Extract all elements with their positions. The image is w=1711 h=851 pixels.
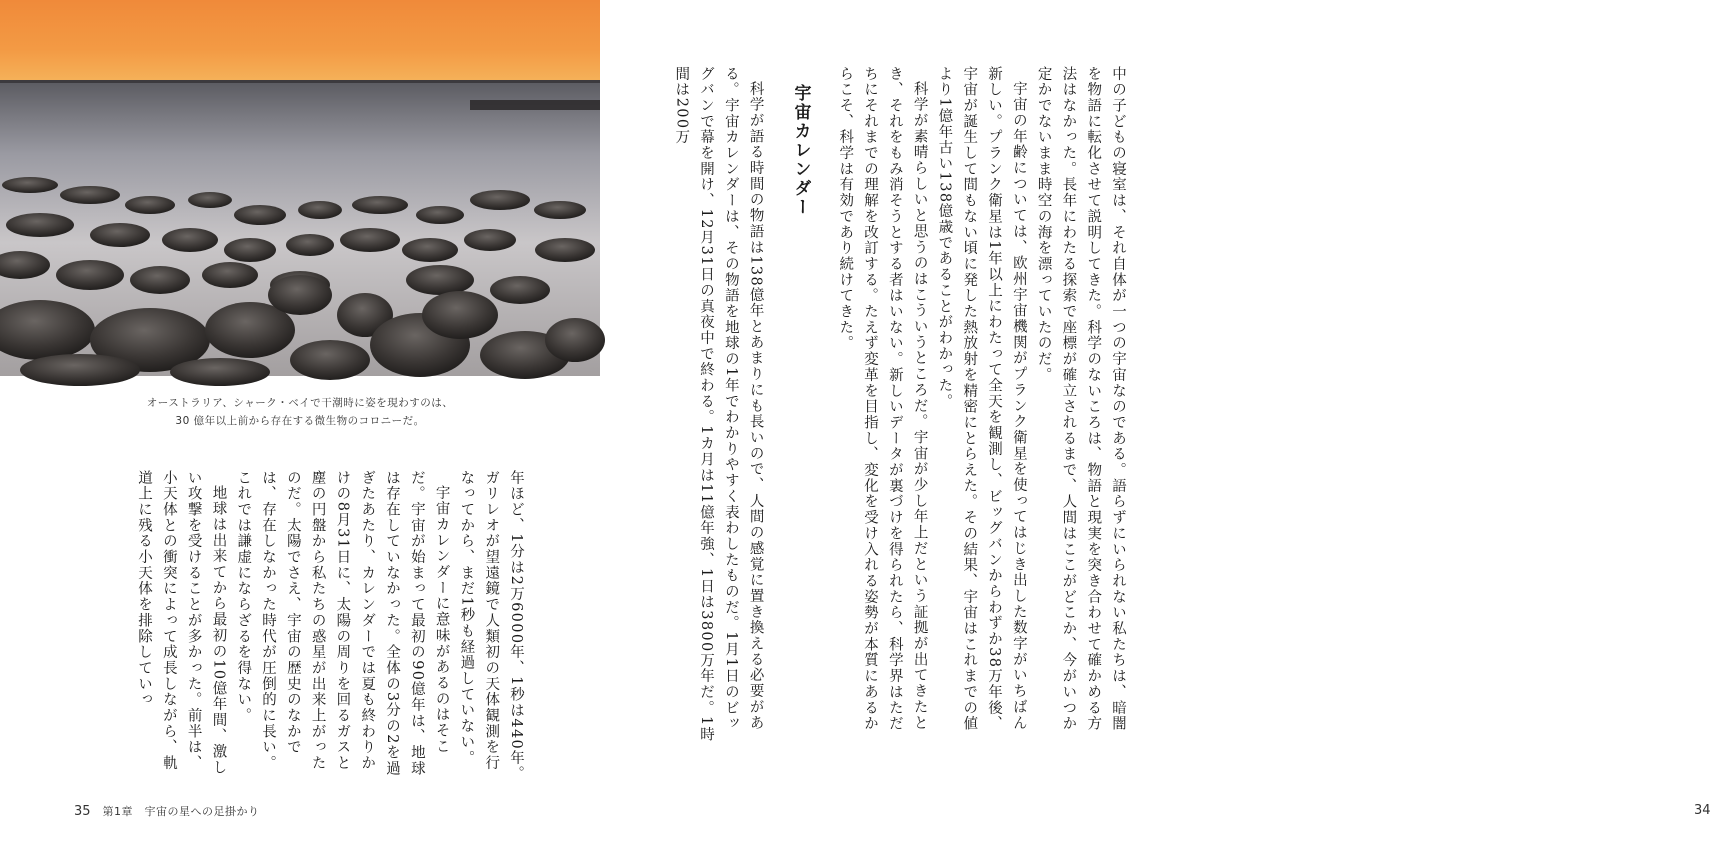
right-paragraph-2: 宇宙の年齢については、欧州宇宙機関がプランク衛星を使ってはじき出した数字がいちばん新しい。プランク衛星は1年以上にわたって全天を観測し、ビッグバンからわずか38万年後、宇宙が誕生して間もない頃に発した熱放射を精密にとらえた。その結果、宇宙はこれまでの値より1億年古い138億歳であることがわかった。 (936, 66, 1027, 732)
running-head: 第1章 宇宙の星への足掛かり (102, 805, 260, 818)
left-page (0, 0, 600, 851)
right-page-number: 34 (1694, 803, 1711, 818)
caption-line-1: オーストラリア、シャーク・ベイで干潮時に姿を現わすのは、 (146, 397, 454, 409)
photo-image (0, 0, 600, 376)
section-heading: 宇宙カレンダー (790, 84, 811, 217)
left-body-text (74, 470, 528, 782)
right-paragraph-1: 中の子どもの寝室は、それ自体が一つの宇宙なのである。語らずにいられない私たちは、暗闇を物語に転化させて説明してきた。科学のないころは、物語と現実を突き合わせて確かめる方法はなかった。長年にわたる探索で座標が確立されるまで、人間はここがどこか、今がいつか定かでないまま時空の海を漂っていたのだ。 (1035, 66, 1126, 732)
stromatolite-photo (0, 0, 600, 376)
photo-caption (0, 394, 600, 430)
right-paragraph-3: 科学が素晴らしいと思うのはこういうところだ。宇宙が少し年上だという証拠が出てきたとき、それをもみ消そうとする者はいない。新しいデータが裏づけを得られたら、科学界はただちにそれまでの理解を改訂する。たえず変革を目指し、変化を受け入れる姿勢が本質にあるからこそ、科学は有効であり続けてきた。 (837, 66, 928, 732)
left-paragraph-1: 年ほど、1分は2万6000年、1秒は440年。ガリレオが望遠鏡で人類初の天体観測を行なってから、まだ1秒も経過していない。 (458, 470, 524, 782)
left-paragraph-3: 地球は出来てから最初の10億年間、激しい攻撃を受けることが多かった。前半は、小天体との衝突によって成長しながら、軌道上に残る小天体を排除していっ (136, 470, 227, 776)
right-body-text (673, 66, 1130, 746)
right-paragraph-4: 科学が語る時間の物語は138億年とあまりにも長いので、人間の感覚に置き換える必要がある。宇宙カレンダーは、その物語を地球の1年でわかりやすく表わしたものだ。1月1日のビッグバンで幕を開け、12月31日の真夜中で終わる。1カ月は11億年強、1日は3800万年だ。1時間は200万 (673, 66, 764, 743)
caption-line-2: 30 億年以上前から存在する微生物のコロニーだ。 (175, 415, 425, 427)
left-folio (74, 803, 260, 819)
right-page (600, 0, 1711, 851)
left-page-number: 35 (74, 804, 91, 819)
left-paragraph-2: 宇宙カレンダーに意味があるのはそこだ。宇宙が始まって最初の90億年は、地球は存在していなかった。全体の3分の2を過ぎたあたり、カレンダーでは夏も終わりかけの8月31日に、太陽の周りを回るガスと塵の円盤から私たちの惑星が出来上がったのだ。太陽でさえ、宇宙の歴史のなかでは、存在しなかった時代が圧倒的に長い。これでは謙虚にならざるを得ない。 (235, 470, 450, 777)
